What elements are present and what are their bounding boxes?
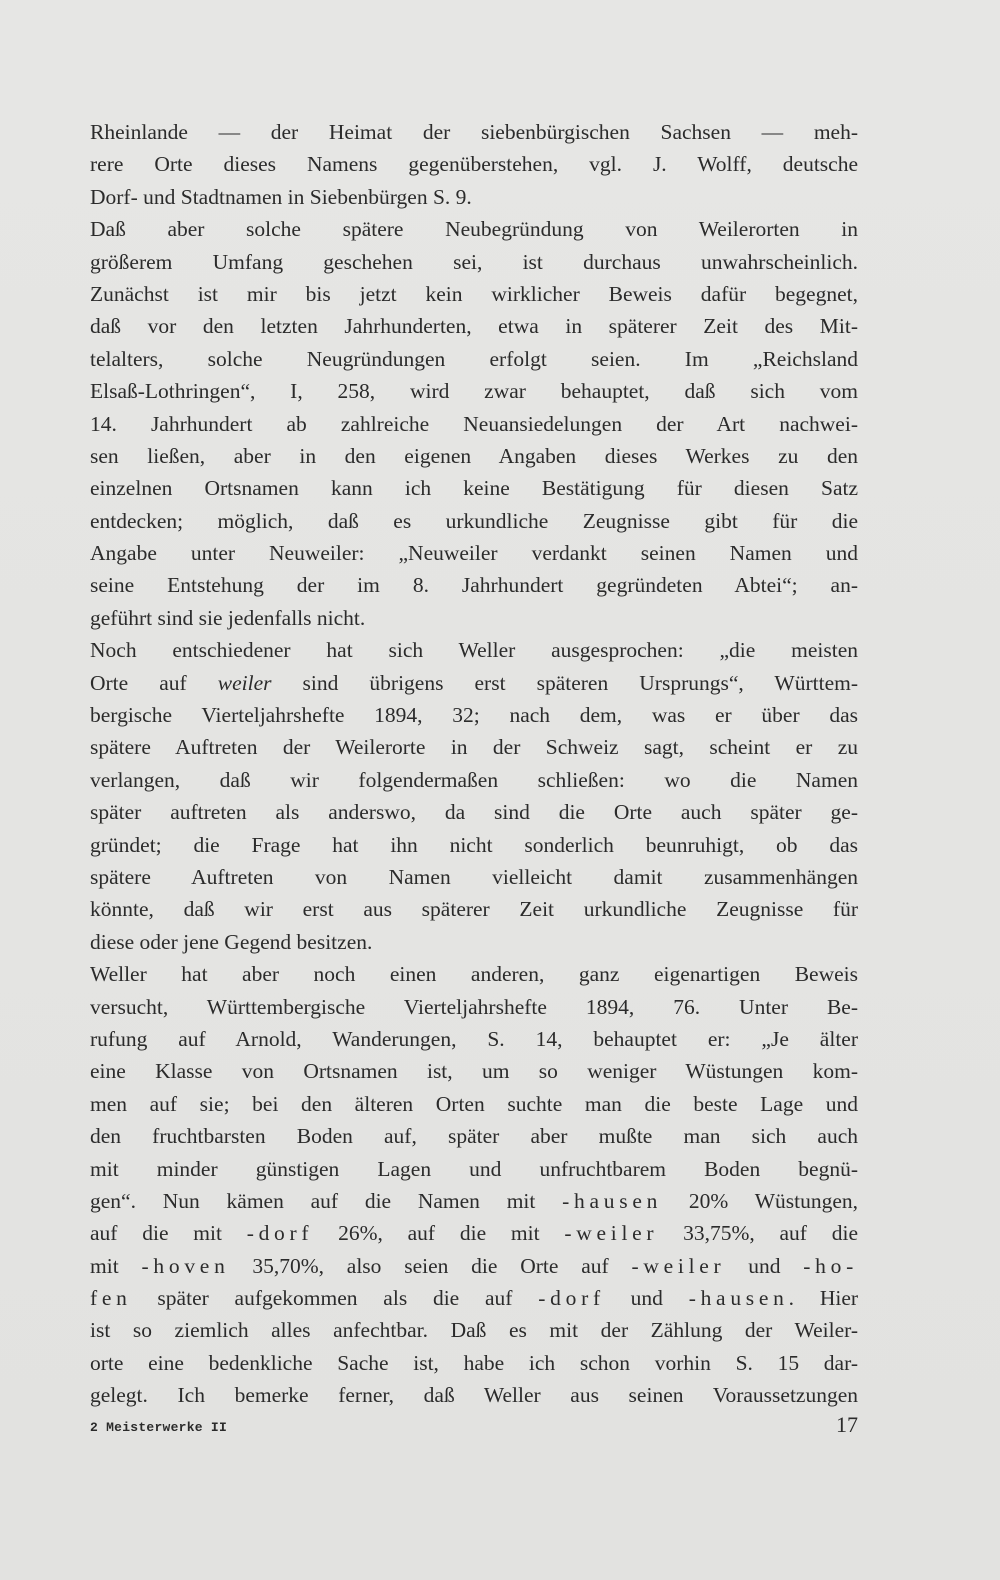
text-line: entdecken; möglich, daß es urkundliche Zeugnisse gibt für die — [90, 508, 858, 533]
text-run: 20% Wüstungen, — [662, 1188, 858, 1213]
spaced-term: -weiler — [564, 1221, 659, 1246]
body-text — [90, 116, 858, 1412]
text-run: . Hier — [788, 1286, 859, 1311]
printer-signature: 2 Meisterwerke II — [90, 1420, 228, 1435]
spaced-term: -hausen — [688, 1286, 789, 1311]
text-run: gen“. Nun kämen auf die Namen mit — [90, 1188, 563, 1213]
text-line: ist so ziemlich alles anfechtbar. Daß es mit der Zählung der Weiler- — [90, 1318, 858, 1343]
text-run: und — [604, 1286, 689, 1311]
spaced-term: fen — [90, 1286, 132, 1311]
text-line: seine Entstehung der im 8. Jahrhundert gegründeten Abtei“; an- — [90, 573, 858, 598]
text-run: Orte auf — [90, 670, 218, 695]
text-line — [90, 1250, 858, 1282]
spaced-term: -weiler — [631, 1253, 726, 1278]
text-line — [90, 1185, 858, 1217]
spaced-term: -hoven — [141, 1253, 230, 1278]
text-run: sind übrigens erst späteren Ursprungs“, Württem- — [271, 670, 858, 695]
text-line: rere Orte dieses Namens gegenüberstehen, vgl. J. Wolff, deutsche — [90, 152, 858, 177]
text-line: Rheinlande — der Heimat der siebenbürgischen Sachsen — meh- — [90, 120, 858, 144]
text-line: Elsaß-Lothringen“, I, 258, wird zwar behauptet, daß sich vom — [90, 379, 858, 404]
text-line: später auftreten als anderswo, da sind die Orte auch später ge- — [90, 800, 858, 825]
text-run: 35,70%, also seien die Orte auf — [229, 1253, 632, 1278]
text-run: 26%, auf die mit — [313, 1221, 565, 1246]
text-line: könnte, daß wir erst aus späterer Zeit urkundliche Zeugnisse für — [90, 897, 858, 922]
text-line: Zunächst ist mir bis jetzt kein wirklicher Beweis dafür begegnet, — [90, 281, 858, 306]
text-line: Weller hat aber noch einen anderen, ganz eigenartigen Beweis — [90, 962, 858, 987]
text-run: mit — [90, 1253, 142, 1278]
text-run: auf die mit — [90, 1221, 247, 1246]
text-line: bergische Vierteljahrshefte 1894, 32; nach dem, was er über das — [90, 703, 858, 728]
text-run: 33,75%, auf die — [658, 1221, 858, 1246]
text-line: Noch entschiedener hat sich Weller ausgesprochen: „die meisten — [90, 638, 858, 663]
text-line — [90, 1282, 858, 1314]
text-line: sen ließen, aber in den eigenen Angaben dieses Werkes zu den — [90, 443, 858, 468]
text-line: größerem Umfang geschehen sei, ist durchaus unwahrscheinlich. — [90, 249, 858, 274]
text-line: 14. Jahrhundert ab zahlreiche Neuansiedelungen der Art nachwei- — [90, 411, 858, 436]
spaced-term: -ho- — [803, 1253, 859, 1278]
text-line: Dorf- und Stadtnamen in Siebenbürgen S. 9. — [90, 184, 472, 209]
text-line: spätere Auftreten der Weilerorte in der Schweiz sagt, scheint er zu — [90, 735, 858, 760]
text-line: gründet; die Frage hat ihn nicht sonderlich beunruhigt, ob das — [90, 832, 858, 857]
text-line: rufung auf Arnold, Wanderungen, S. 14, behauptet er: „Je älter — [90, 1026, 858, 1051]
text-line: geführt sind sie jedenfalls nicht. — [90, 605, 366, 630]
spaced-term: -dorf — [538, 1286, 605, 1311]
text-run: später aufgekommen als die auf — [131, 1286, 539, 1311]
text-line: mit minder günstigen Lagen und unfruchtbarem Boden begnü- — [90, 1156, 858, 1181]
italic-term: weiler — [217, 670, 272, 695]
text-line: daß vor den letzten Jahrhunderten, etwa in späterer Zeit des Mit- — [90, 314, 858, 339]
text-line: orte eine bedenkliche Sache ist, habe ich schon vorhin S. 15 dar- — [90, 1350, 858, 1375]
text-line: den fruchtbarsten Boden auf, später aber mußte man sich auch — [90, 1124, 858, 1149]
text-line: Daß aber solche spätere Neubegründung von Weilerorten in — [90, 217, 858, 242]
page-number: 17 — [836, 1412, 858, 1437]
text-line: spätere Auftreten von Namen vielleicht damit zusammenhängen — [90, 864, 858, 889]
spaced-term: -hausen — [562, 1188, 663, 1213]
text-line — [90, 667, 858, 699]
text-line: versucht, Württembergische Vierteljahrshefte 1894, 76. Unter Be- — [90, 994, 858, 1019]
text-run: und — [725, 1253, 804, 1278]
text-line: eine Klasse von Ortsnamen ist, um so weniger Wüstungen kom- — [90, 1059, 858, 1084]
text-line: verlangen, daß wir folgendermaßen schließen: wo die Namen — [90, 767, 858, 792]
text-line: gelegt. Ich bemerke ferner, daß Weller aus seinen Voraussetzungen — [90, 1383, 858, 1408]
text-line: men auf sie; bei den älteren Orten suchte man die beste Lage und — [90, 1091, 858, 1116]
text-line: Angabe unter Neuweiler: „Neuweiler verdankt seinen Namen und — [90, 541, 858, 566]
text-line: diese oder jene Gegend besitzen. — [90, 929, 373, 954]
text-line — [90, 1217, 858, 1249]
text-line: einzelnen Ortsnamen kann ich keine Bestätigung für diesen Satz — [90, 476, 858, 501]
page-footer — [90, 1412, 858, 1442]
spaced-term: -dorf — [246, 1221, 314, 1246]
text-line: telalters, solche Neugründungen erfolgt seien. Im „Reichsland — [90, 346, 858, 371]
